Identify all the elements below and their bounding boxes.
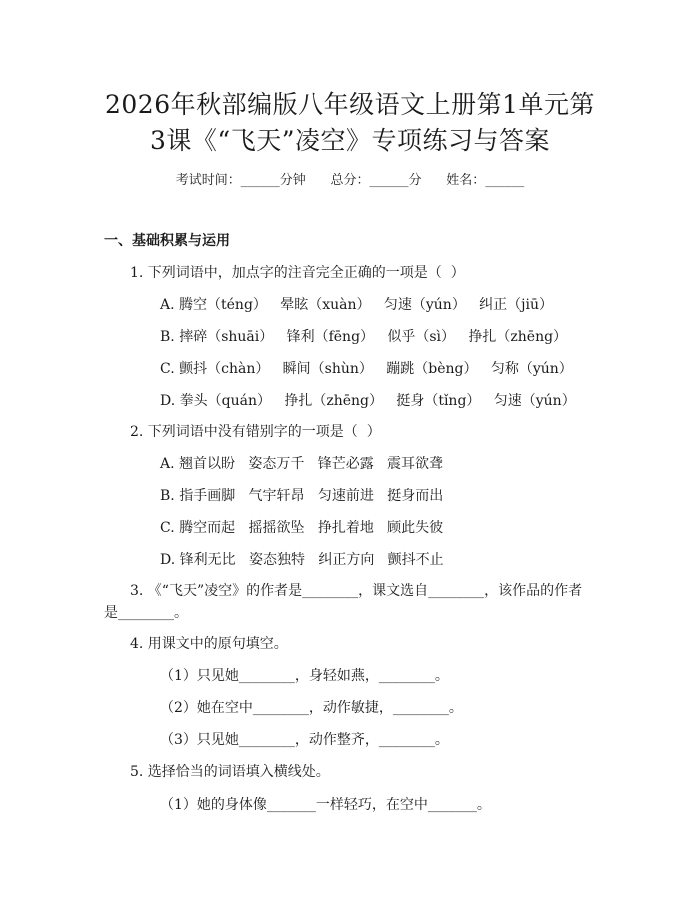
question-3-line-1: 3. 《“飞天”凌空》的作者是________，课文选自________，该作品的作者 — [130, 583, 583, 599]
q1-option-a: A. 腾空（téng） 晕眩（xuàn） 匀速（yún） 纠正（jiū） — [160, 297, 554, 313]
q2-option-c: C. 腾空而起 摇摇欲坠 挣扎着地 顾此失彼 — [160, 520, 444, 536]
q2-option-b: B. 指手画脚 气宇轩昂 匀速前进 挺身而出 — [160, 488, 444, 504]
q4-item-1: （1）只见她________，身轻如燕，________。 — [160, 668, 449, 684]
title-line-1: 2026年秋部编版八年级语文上册第1单元第 — [104, 90, 596, 119]
question-4-stem: 4. 用课文中的原句填空。 — [130, 636, 288, 652]
section-heading: 一、基础积累与运用 — [104, 233, 230, 249]
q1-option-b: B. 摔碎（shuāi） 锋利（fēng） 似乎（sì） 挣扎（zhēng） — [160, 329, 568, 345]
q2-option-d: D. 锋利无比 姿态独特 纠正方向 颤抖不止 — [160, 552, 444, 568]
q1-option-c: C. 颤抖（chàn） 瞬间（shùn） 蹦跳（bèng） 匀称（yún） — [160, 361, 573, 377]
question-1-stem: 1. 下列词语中，加点字的注音完全正确的一项是（ ） — [130, 265, 465, 281]
q1-option-d: D. 拳头（quán） 挣扎（zhēng） 挺身（tǐng） 匀速（yún） — [160, 393, 576, 409]
q2-option-a: A. 翘首以盼 姿态万千 锋芒必露 震耳欲聋 — [160, 456, 444, 472]
question-3-line-2: 是________。 — [104, 605, 188, 621]
question-2-stem: 2. 下列词语中没有错别字的一项是（ ） — [130, 424, 381, 440]
q5-item-1: （1）她的身体像_______一样轻巧，在空中_______。 — [160, 797, 491, 813]
q4-item-2: （2）她在空中________，动作敏捷，________。 — [160, 700, 463, 716]
question-5-stem: 5. 选择恰当的词语填入横线处。 — [130, 764, 330, 780]
title-line-2: 3课《“飞天”凌空》专项练习与答案 — [150, 126, 550, 155]
q4-item-3: （3）只见她________，动作整齐，________。 — [160, 732, 449, 748]
exam-info-line: 考试时间：______分钟 总分：______分 姓名：______ — [175, 173, 525, 188]
